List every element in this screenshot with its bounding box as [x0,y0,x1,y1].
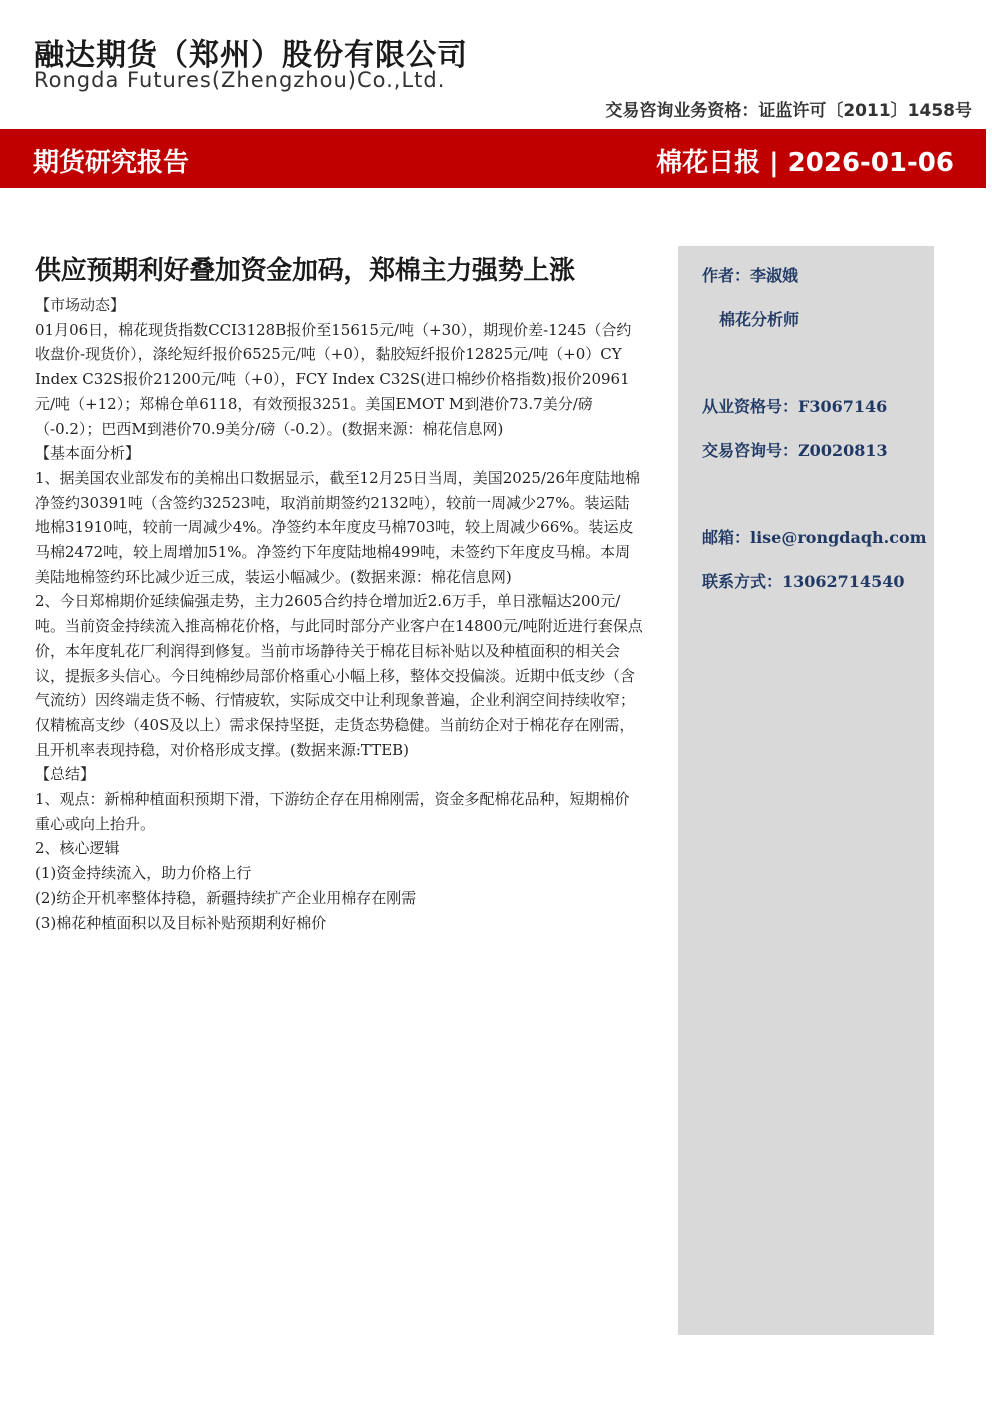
logic-item-1: (1)资金持续流入，助力价格上行 [35,864,252,883]
paragraph-summary-logic: 2、核心逻辑 [35,839,120,858]
paragraph-market: 01月06日，棉花现货指数CCI3128B报价至15615元/吨（+30），期现价差-1245（合约收盘价-现货价），涤纶短纤报价6525元/吨（+0），黏胶短纤报价12825元/吨（+0）CY Index C32S报价21200元/吨（+0），FCY Index C32S(进口棉纱价格指数)报价20961元/吨（+12）；郑棉仓单6118，有效预报3251。美国EMOT M到港价73.7美分/磅（-0.2）；巴西M到港价70.9美分/磅（-0.2）。(数据来源：棉花信息网) [35,320,632,438]
company-name-en: Rongda Futures(Zhengzhou)Co.,Ltd. [34,68,446,92]
banner-report-date: 棉花日报 | 2026-01-06 [656,148,954,178]
paragraph-summary-view: 1、观点：新棉种植面积预期下滑，下游纺企存在用棉刚需，资金多配棉花品种，短期棉价重心或向上抬升。 [35,790,630,833]
section-heading-market: 【市场动态】 [35,296,126,314]
license-number: 从业资格号：F3067146 [702,397,888,416]
author-title: 棉花分析师 [719,310,800,329]
author-sidebar [678,246,934,1335]
phone-number: 联系方式：13062714540 [702,572,905,591]
author-name: 作者：李淑娥 [702,266,799,285]
logic-item-3: (3)棉花种植面积以及目标补贴预期利好棉价 [35,913,327,932]
section-heading-fundamentals: 【基本面分析】 [35,444,141,463]
company-name-cn: 融达期货（郑州）股份有限公司 [34,38,468,73]
logic-item-2: (2)纺企开机率整体持稳，新疆持续扩产企业用棉存在刚需 [35,888,417,907]
article [35,250,643,935]
paragraph-fundamentals-2: 2、今日郑棉期价延续偏强走势，主力2605合约持仓增加近2.6万手，单日涨幅达200元/吨。当前资金持续流入推高棉花价格，与此同时部分产业客户在14800元/吨附近进行套保点价，本年度轧花厂利润得到修复。当前市场静待关于棉花目标补贴以及种植面积的相关会议，提振多头信心。今日纯棉纱局部价格重心小幅上移，整体交投偏淡。近期中低支纱（含气流纺）因终端走货不畅、行情疲软，实际成交中让利现象普遍，企业利润空间持续收窄；仅精梳高支纱（40S及以上）需求保持坚挺，走货态势稳健。当前纺企对于棉花存在刚需，且开机率表现持稳，对价格形成支撑。(数据来源:TTEB) [35,592,643,759]
paragraph-fundamentals-1: 1、据美国农业部发布的美棉出口数据显示，截至12月25日当周，美国2025/26年度陆地棉净签约30391吨（含签约32523吨，取消前期签约2132吨），较前一周减少27%。装运陆地棉31910吨，较前一周减少4%。净签约本年度皮马棉703吨，较上周减少66%。装运皮马棉2472吨，较上周增加51%。净签约下年度陆地棉499吨，未签约下年度皮马棉。本周美陆地棉签约环比减少近三成，装运小幅减少。(数据来源：棉花信息网) [35,468,641,586]
consult-number: 交易咨询号：Z0020813 [702,441,888,460]
report-banner [0,129,986,188]
banner-report-type: 期货研究报告 [33,148,190,178]
section-heading-summary: 【总结】 [35,765,96,784]
article-body [35,293,643,935]
article-title: 供应预期利好叠加资金加码，郑棉主力强势上涨 [35,256,575,286]
email-address: 邮箱：lise@rongdaqh.com [702,528,927,547]
qualification-note: 交易咨询业务资格：证监许可〔2011〕1458号 [605,101,972,121]
